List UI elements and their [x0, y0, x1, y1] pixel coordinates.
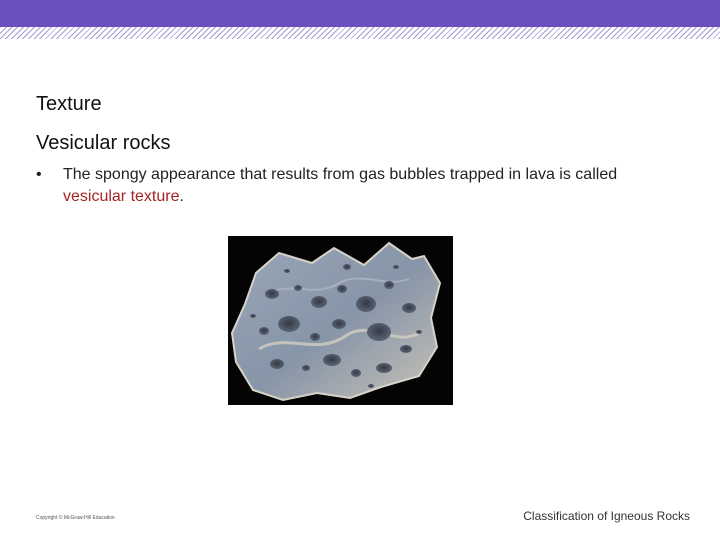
- slide-title: Texture: [36, 93, 102, 115]
- header-bar: [0, 0, 720, 27]
- copyright-text: Copyright © McGraw-Hill Education: [36, 515, 115, 521]
- bullet-marker: •: [36, 166, 42, 183]
- bullet-text-start: The spongy appearance that results from gas bubbles trapped in lava is called: [63, 166, 618, 183]
- header-hatch-pattern: [0, 27, 720, 39]
- bullet-text: [63, 164, 663, 208]
- vesicular-rock-photo: [228, 236, 453, 405]
- footer-title: Classification of Igneous Rocks: [523, 509, 690, 523]
- vesicular-texture-term: vesicular texture: [63, 188, 180, 205]
- bullet-text-end: .: [179, 188, 184, 205]
- slide-subtitle: Vesicular rocks: [36, 132, 171, 154]
